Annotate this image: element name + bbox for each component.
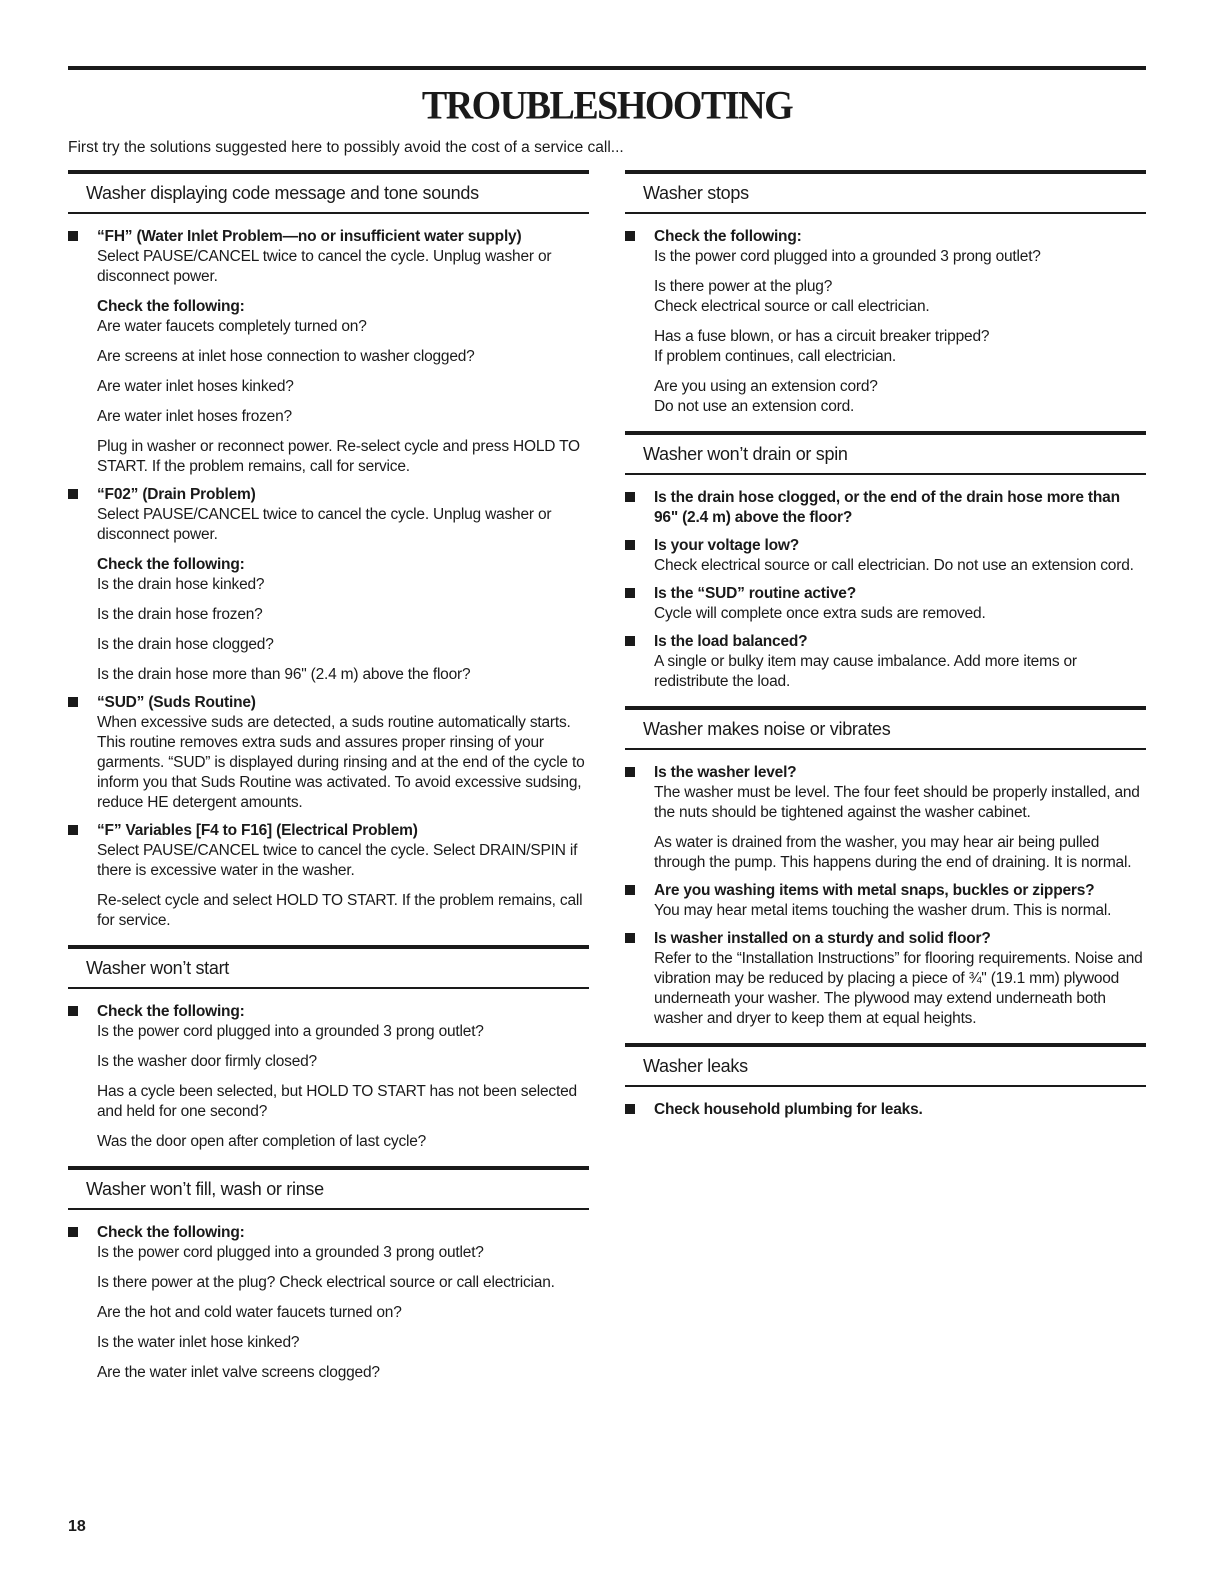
check-line: Plug in washer or reconnect power. Re-select cycle and press HOLD TO START. If the problem remains, call for service. <box>97 438 580 475</box>
check-line: Are water inlet hoses kinked? <box>97 378 294 395</box>
right-column <box>625 170 1146 1134</box>
check-line: Is the drain hose kinked? <box>97 576 265 593</box>
list-item <box>68 1223 589 1383</box>
item-title: Check the following: <box>97 1224 245 1241</box>
item-title: Is your voltage low? <box>654 537 799 554</box>
list-item <box>625 488 1146 528</box>
square-bullet-icon <box>625 492 635 502</box>
section-heading: Washer leaks <box>625 1043 1146 1087</box>
square-bullet-icon <box>625 636 635 646</box>
square-bullet-icon <box>625 885 635 895</box>
list-item <box>625 584 1146 624</box>
list-item <box>625 536 1146 576</box>
page-number: 18 <box>68 1518 86 1535</box>
check-line: Is there power at the plug? <box>654 278 833 295</box>
section-noise <box>625 706 1146 1029</box>
check-line: Do not use an extension cord. <box>654 398 855 415</box>
check-line: Was the door open after completion of last cycle? <box>97 1133 427 1150</box>
check-line: Are the water inlet valve screens clogged? <box>97 1364 380 1381</box>
item-title: Is the drain hose clogged, or the end of the drain hose more than 96" (2.4 m) above the floor? <box>654 489 1120 526</box>
check-line: Is the power cord plugged into a grounded 3 prong outlet? <box>97 1023 484 1040</box>
check-line: As water is drained from the washer, you may hear air being pulled through the pump. This happens during the end of draining. It is normal. <box>654 834 1132 871</box>
list-item <box>625 632 1146 692</box>
item-title: Is the washer level? <box>654 764 797 781</box>
item-text: You may hear metal items touching the washer drum. This is normal. <box>654 902 1112 919</box>
item-title: “F02” (Drain Problem) <box>97 486 256 503</box>
item-text: Refer to the “Installation Instructions” for flooring requirements. Noise and vibration may be reduced by placing a piece of ¾" (19.1 mm) plywood underneath your washer. The plywood may extend underneath both washer and dryer to keep them at equal heights. <box>654 950 1143 1027</box>
section-heading: Washer displaying code message and tone sounds <box>68 170 589 214</box>
check-line: Is there power at the plug? Check electrical source or call electrician. <box>97 1274 555 1291</box>
check-line: Has a fuse blown, or has a circuit breaker tripped? <box>654 328 990 345</box>
square-bullet-icon <box>625 1104 635 1114</box>
list-item <box>68 1002 589 1152</box>
section-heading: Washer won’t drain or spin <box>625 431 1146 475</box>
list-item-fh <box>68 227 589 477</box>
check-label: Check the following: <box>97 556 245 573</box>
section-heading: Washer won’t fill, wash or rinse <box>68 1166 589 1210</box>
section-wont-fill <box>68 1166 589 1383</box>
check-line: Are water inlet hoses frozen? <box>97 408 292 425</box>
section-heading: Washer won’t start <box>68 945 589 989</box>
item-title: Are you washing items with metal snaps, buckles or zippers? <box>654 882 1095 899</box>
page-title: TROUBLESHOOTING <box>421 83 793 129</box>
item-title: Is washer installed on a sturdy and solid floor? <box>654 930 991 947</box>
item-text: Cycle will complete once extra suds are removed. <box>654 605 986 622</box>
list-item <box>625 1100 1146 1120</box>
square-bullet-icon <box>625 767 635 777</box>
square-bullet-icon <box>68 1006 78 1016</box>
intro-text: First try the solutions suggested here to possibly avoid the cost of a service call... <box>68 139 624 156</box>
item-title: Check the following: <box>97 1003 245 1020</box>
list-item-f-variables <box>68 821 589 931</box>
item-title: “F” Variables [F4 to F16] (Electrical Problem) <box>97 822 418 839</box>
check-line: Are screens at inlet hose connection to washer clogged? <box>97 348 475 365</box>
item-text: The washer must be level. The four feet should be properly installed, and the nuts should be tightened against the washer cabinet. <box>654 784 1140 821</box>
item-title: Is the “SUD” routine active? <box>654 585 856 602</box>
check-line: Is the washer door firmly closed? <box>97 1053 317 1070</box>
square-bullet-icon <box>68 1227 78 1237</box>
check-line: Is the power cord plugged into a grounded 3 prong outlet? <box>654 248 1041 265</box>
section-leaks <box>625 1043 1146 1120</box>
section-wont-drain <box>625 431 1146 692</box>
check-line: Is the power cord plugged into a grounded 3 prong outlet? <box>97 1244 484 1261</box>
check-line: Is the drain hose more than 96" (2.4 m) above the floor? <box>97 666 471 683</box>
list-item <box>625 881 1146 921</box>
check-line: Is the water inlet hose kinked? <box>97 1334 300 1351</box>
item-text: Check electrical source or call electrician. Do not use an extension cord. <box>654 557 1134 574</box>
square-bullet-icon <box>625 540 635 550</box>
section-heading: Washer makes noise or vibrates <box>625 706 1146 750</box>
check-line: Are the hot and cold water faucets turned on? <box>97 1304 402 1321</box>
list-item <box>625 227 1146 417</box>
square-bullet-icon <box>625 933 635 943</box>
square-bullet-icon <box>625 588 635 598</box>
item-title: Check household plumbing for leaks. <box>654 1101 923 1118</box>
check-line: Are you using an extension cord? <box>654 378 878 395</box>
section-heading: Washer stops <box>625 170 1146 214</box>
check-line: Is the drain hose frozen? <box>97 606 263 623</box>
item-title: Check the following: <box>654 228 802 245</box>
square-bullet-icon <box>68 825 78 835</box>
item-text: Select PAUSE/CANCEL twice to cancel the cycle. Unplug washer or disconnect power. <box>97 506 552 543</box>
check-label: Check the following: <box>97 298 245 315</box>
check-line: Is the drain hose clogged? <box>97 636 274 653</box>
square-bullet-icon <box>68 231 78 241</box>
check-line: Has a cycle been selected, but HOLD TO START has not been selected and held for one second? <box>97 1083 577 1120</box>
section-wont-start <box>68 945 589 1152</box>
section-washer-stops <box>625 170 1146 417</box>
item-title: “FH” (Water Inlet Problem—no or insufficient water supply) <box>97 228 522 245</box>
check-line: Check electrical source or call electrician. <box>654 298 930 315</box>
check-line: Re-select cycle and select HOLD TO START. If the problem remains, call for service. <box>97 892 583 929</box>
item-text: Select PAUSE/CANCEL twice to cancel the cycle. Unplug washer or disconnect power. <box>97 248 552 285</box>
list-item <box>625 763 1146 873</box>
square-bullet-icon <box>68 489 78 499</box>
item-title: Is the load balanced? <box>654 633 808 650</box>
check-line: If problem continues, call electrician. <box>654 348 897 365</box>
item-title: “SUD” (Suds Routine) <box>97 694 256 711</box>
check-line: Are water faucets completely turned on? <box>97 318 367 335</box>
list-item-f02 <box>68 485 589 685</box>
top-rule <box>68 66 1146 70</box>
list-item-sud <box>68 693 589 813</box>
list-item <box>625 929 1146 1029</box>
square-bullet-icon <box>625 231 635 241</box>
section-code-message <box>68 170 589 931</box>
item-text: A single or bulky item may cause imbalance. Add more items or redistribute the load. <box>654 653 1077 690</box>
left-column <box>68 170 589 1397</box>
item-text: Select PAUSE/CANCEL twice to cancel the cycle. Select DRAIN/SPIN if there is excessive water in the washer. <box>97 842 578 879</box>
square-bullet-icon <box>68 697 78 707</box>
item-text: When excessive suds are detected, a suds routine automatically starts. This routine removes extra suds and assures proper rinsing of your garments. “SUD” is displayed during rinsing and at the end of the cycle to inform you that Suds Routine was activated. To avoid excessive sudsing, reduce HE detergent amounts. <box>97 714 585 811</box>
